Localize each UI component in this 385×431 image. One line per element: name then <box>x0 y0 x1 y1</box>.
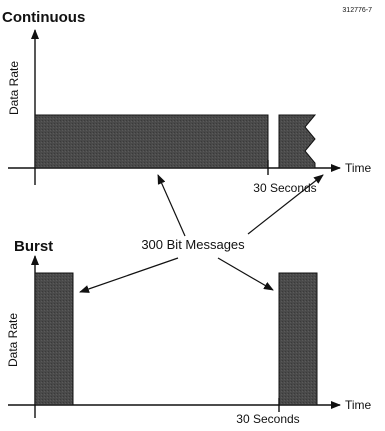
burst-y-axis-label: Data Rate <box>6 312 20 368</box>
callout-arrow-continuous <box>158 175 185 236</box>
continuous-panel <box>2 9 372 195</box>
burst-block-start <box>35 273 73 405</box>
burst-x-axis-label: Time <box>345 398 372 412</box>
burst-panel <box>6 238 372 426</box>
burst-block-end <box>279 273 317 405</box>
continuous-data-block <box>35 115 268 168</box>
continuous-break-block <box>279 115 315 168</box>
callout-label: 300 Bit Messages <box>141 237 245 252</box>
continuous-y-axis-label: Data Rate <box>7 60 21 116</box>
burst-title: Burst <box>14 238 54 255</box>
continuous-x-axis-label: Time <box>345 161 372 175</box>
figure-id: 312776-7 <box>342 7 372 14</box>
callout-arrow-burst-right <box>218 258 273 290</box>
continuous-tick-label: 30 Seconds <box>253 181 317 195</box>
callout-arrow-burst-left <box>80 258 178 292</box>
burst-tick-label: 30 Seconds <box>236 412 300 426</box>
continuous-title: Continuous <box>2 9 86 26</box>
